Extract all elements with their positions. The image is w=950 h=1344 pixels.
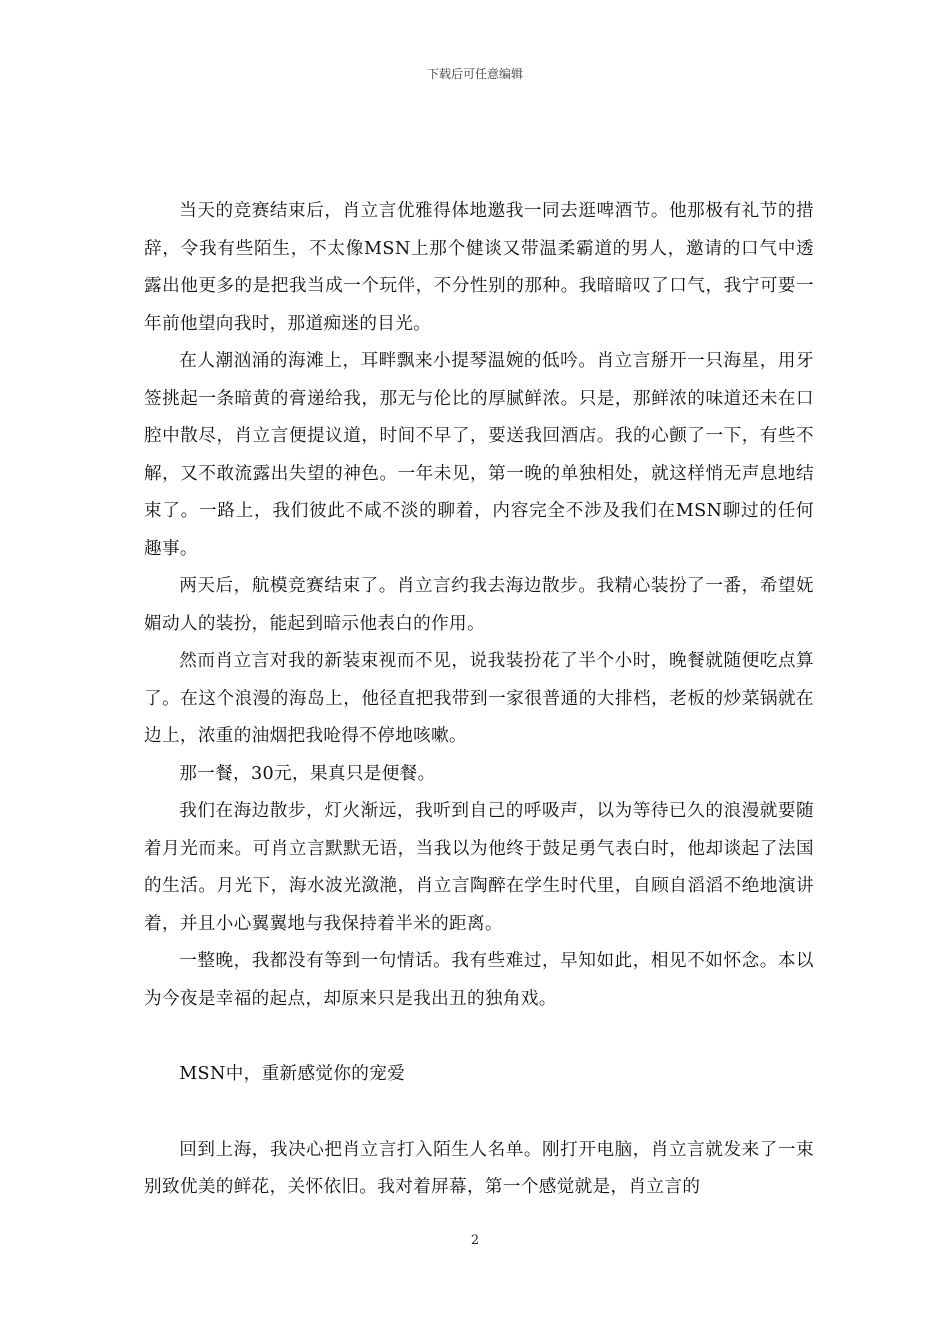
paragraph: 然而肖立言对我的新装束视而不见，说我装扮花了半个小时，晚餐就随便吃点算了。在这个浪漫的海岛上，他径直把我带到一家很普通的大排档，老板的炒菜锅就在边上，浓重的油烟把我呛得不停地咳嗽。 xyxy=(144,651,814,746)
page-number: 2 xyxy=(470,1233,480,1248)
page-header: 下载后可任意编辑 xyxy=(426,67,523,81)
section-heading: MSN中，重新感觉你的宠爱 xyxy=(179,1064,406,1084)
paragraph: 两天后，航模竞赛结束了。肖立言约我去海边散步。我精心装扮了一番，希望妩媚动人的装扮，能起到暗示他表白的作用。 xyxy=(144,576,814,634)
spacer xyxy=(144,1018,814,1056)
paragraph: 我们在海边散步，灯火渐远，我听到自己的呼吸声，以为等待已久的浪漫就要随着月光而来。可肖立言默默无语，当我以为他终于鼓足勇气表白时，他却谈起了法国的生活。月光下，海水波光潋滟，肖立言陶醉在学生时代里，自顾自滔滔不绝地演讲着，并且小心翼翼地与我保持着半米的距离。 xyxy=(144,801,814,934)
paragraph: 一整晚，我都没有等到一句情话。我有些难过，早知如此，相见不如怀念。本以为今夜是幸福的起点，却原来只是我出丑的独角戏。 xyxy=(144,951,814,1009)
paragraph: 当天的竞赛结束后，肖立言优雅得体地邀我一同去逛啤酒节。他那极有礼节的措辞，令我有些陌生，不太像MSN上那个健谈又带温柔霸道的男人，邀请的口气中透露出他更多的是把我当成一个玩伴，不分性别的那种。我暗暗叹了口气，我宁可要一年前他望向我时，那道痴迷的目光。 xyxy=(144,201,814,334)
paragraph: 在人潮汹涌的海滩上，耳畔飘来小提琴温婉的低吟。肖立言掰开一只海星，用牙签挑起一条暗黄的膏递给我，那无与伦比的厚腻鲜浓。只是，那鲜浓的味道还未在口腔中散尽，肖立言便提议道，时间不早了，要送我回酒店。我的心颤了一下，有些不解，又不敢流露出失望的神色。一年未见，第一晚的单独相处，就这样悄无声息地结束了。一路上，我们彼此不咸不淡的聊着，内容完全不涉及我们在MSN聊过的任何趣事。 xyxy=(144,351,814,559)
paragraph: 回到上海，我决心把肖立言打入陌生人名单。刚打开电脑，肖立言就发来了一束别致优美的鲜花，关怀依旧。我对着屏幕，第一个感觉就是，肖立言的 xyxy=(144,1139,814,1197)
paragraph: 那一餐，30元，果真只是便餐。 xyxy=(179,763,436,784)
document-body xyxy=(144,193,814,1207)
spacer xyxy=(144,1094,814,1132)
